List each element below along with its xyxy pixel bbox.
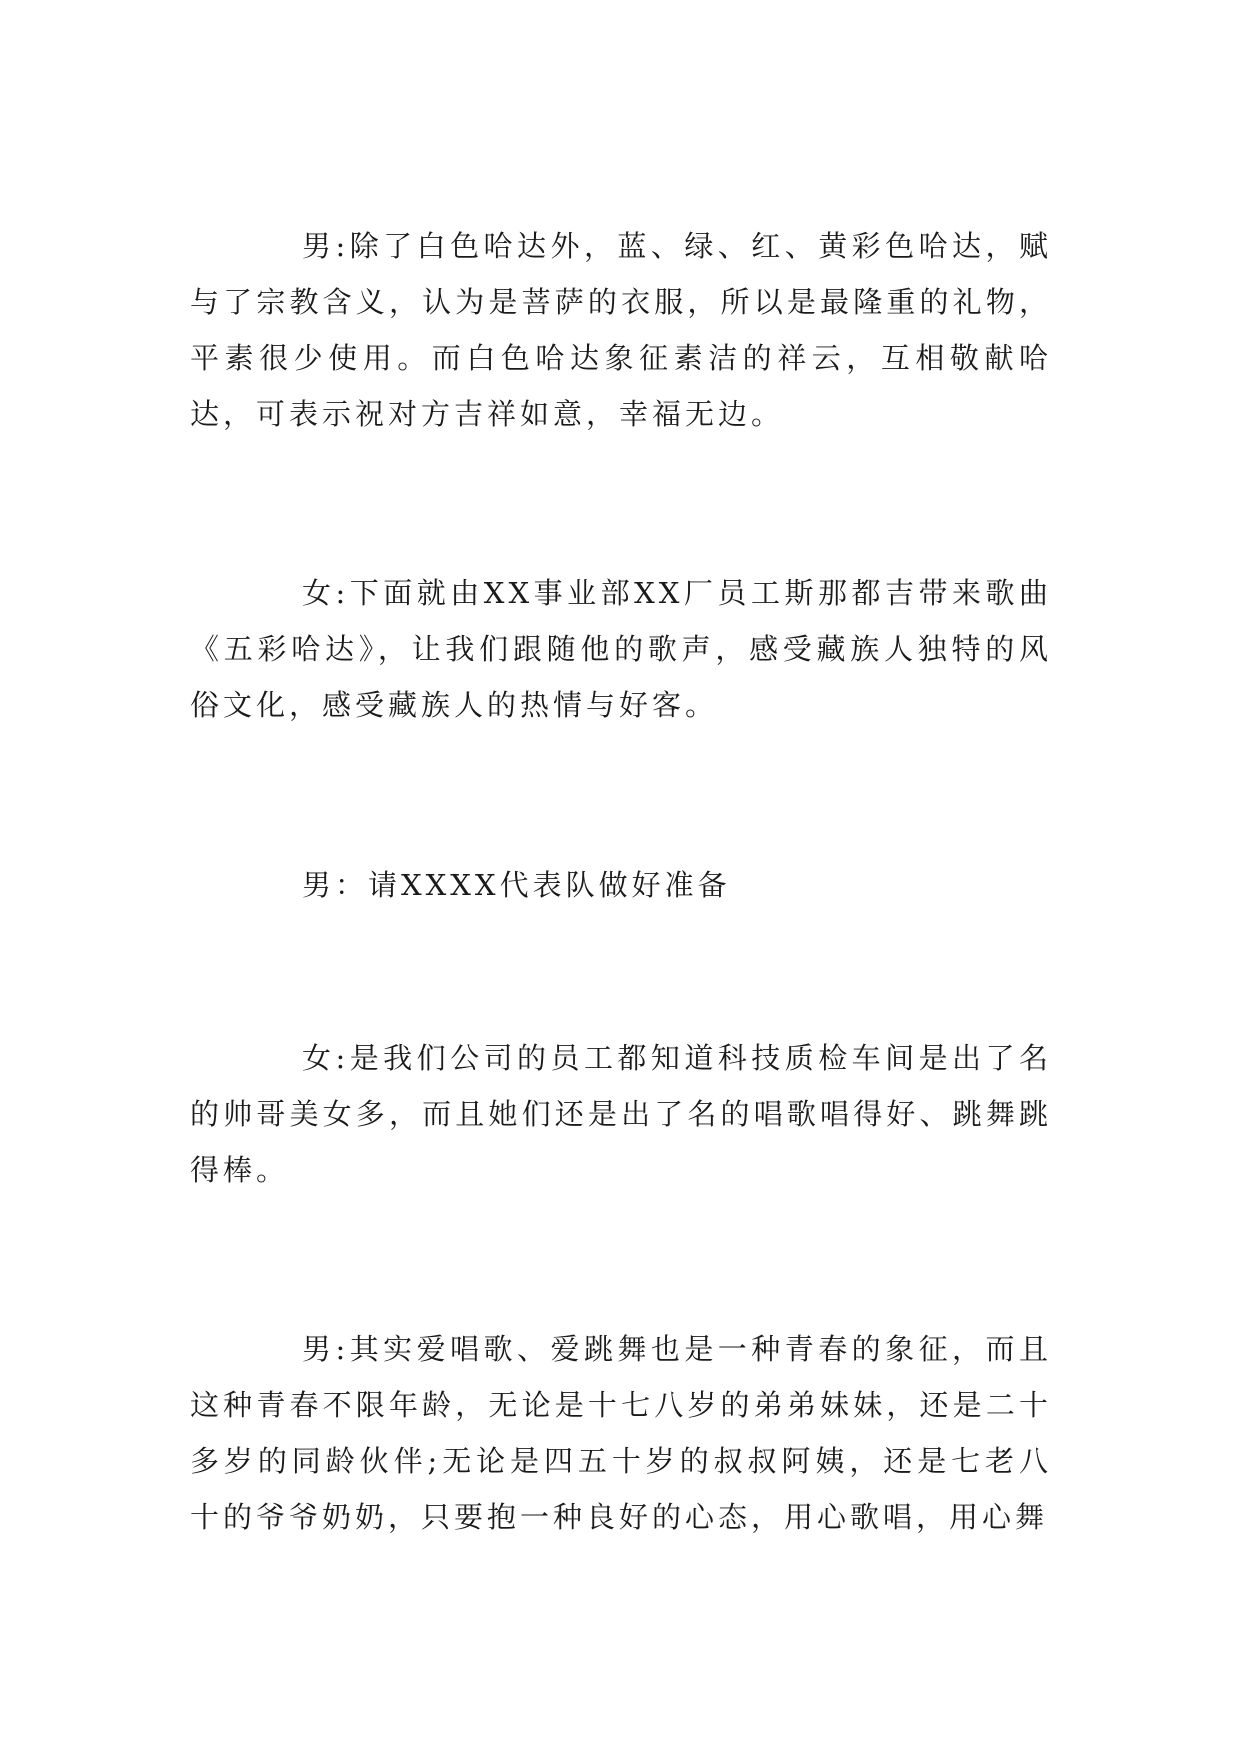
paragraph-male-team-prepare: 男：请XXXX代表队做好准备 [302, 868, 731, 902]
paragraph-female-workshop: 女:是我们公司的员工都知道科技质检车间是出了名的帅哥美女多，而且她们还是出了名的唱歌唱得好、跳舞跳得棒。 [190, 1041, 1052, 1187]
paragraph-male-hada-meaning: 男:除了白色哈达外，蓝、绿、红、黄彩色哈达，赋与了宗教含义，认为是菩萨的衣服，所以是最隆重的礼物，平素很少使用。而白色哈达象征素洁的祥云，互相敬献哈达，可表示祝对方吉祥如意，幸福无边。 [190, 229, 1052, 431]
paragraph-female-song-intro: 女:下面就由XX事业部XX厂员工斯那都吉带来歌曲《五彩哈达》，让我们跟随他的歌声，感受藏族人独特的风俗文化，感受藏族人的热情与好客。 [190, 576, 1052, 722]
paragraph-male-youth: 男:其实爱唱歌、爱跳舞也是一种青春的象征，而且这种青春不限年龄，无论是十七八岁的弟弟妹妹，还是二十多岁的同龄伙伴;无论是四五十岁的叔叔阿姨，还是七老八十的爷爷奶奶，只要抱一种良好的心态，用心歌唱，用心舞 [190, 1332, 1052, 1534]
